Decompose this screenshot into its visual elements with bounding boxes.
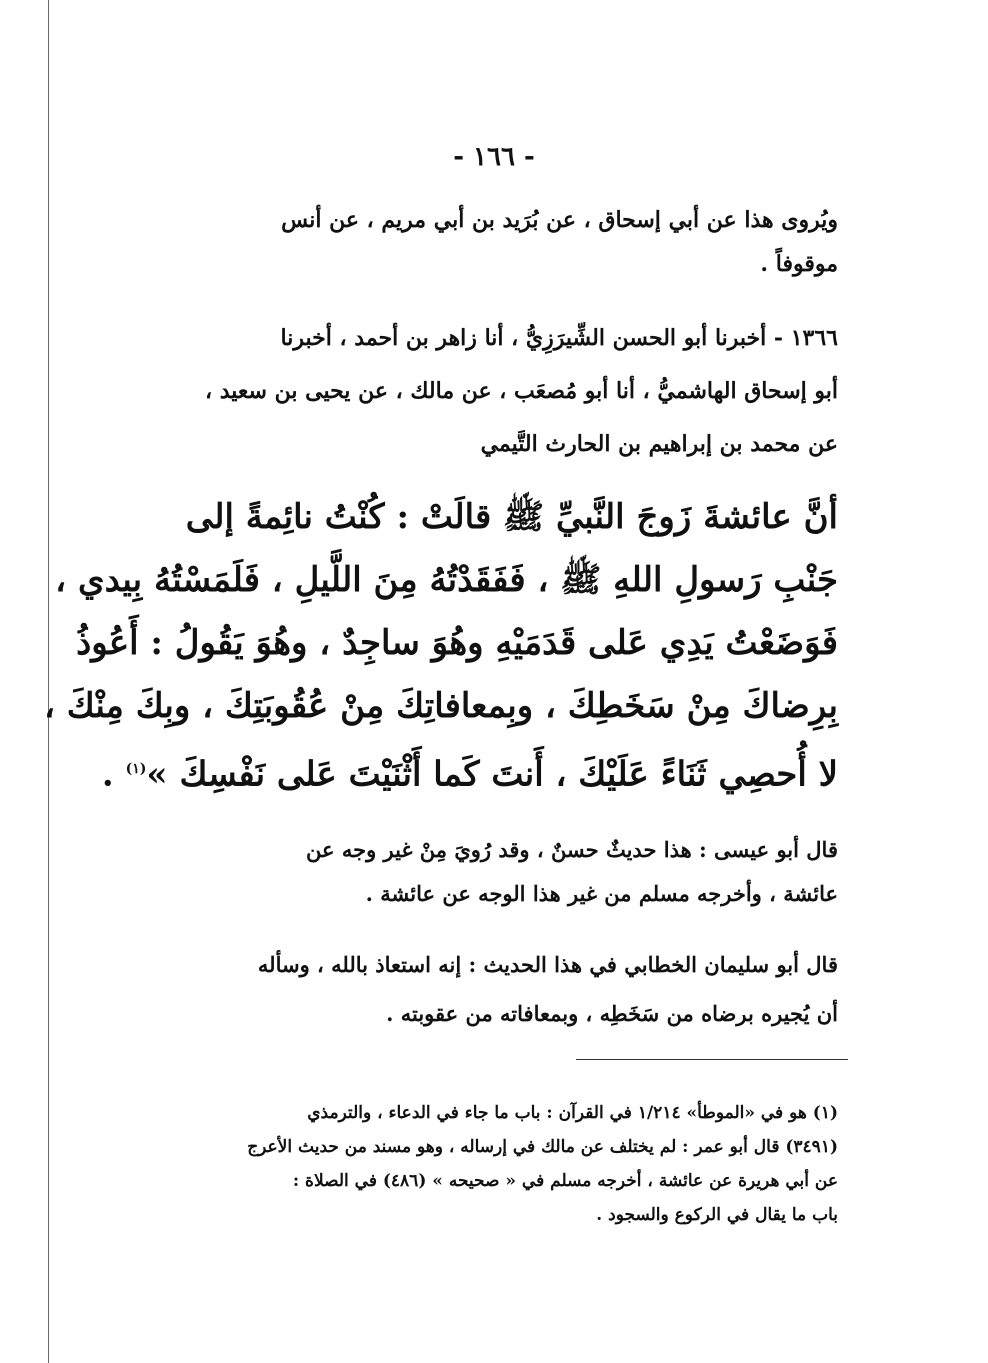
paragraph-grading bbox=[186, 828, 838, 916]
hadith-line: أنَّ عائشةَ زَوجَ النَّبيِّ ﷺ قالَتْ : كُنْتُ نائِمةً إلى bbox=[185, 497, 838, 537]
text-line: قال أبو عيسى : هذا حديثٌ حسنٌ ، وقد رُويَ مِنْ غير وجه عن bbox=[306, 837, 838, 862]
footnote-line: باب ما يقال في الركوع والسجود . bbox=[596, 1205, 838, 1225]
hadith-text bbox=[43, 486, 838, 806]
footnotes bbox=[186, 1096, 838, 1232]
text-line: عن محمد بن إبراهيم بن الحارث التَّيمي bbox=[480, 431, 838, 457]
footnote-line: عن أبي هريرة عن عائشة ، أخرجه مسلم في « صحيحه » (٤٨٦) في الصلاة : bbox=[292, 1171, 838, 1191]
footnote-line: (١) هو في «الموطأ» ١/٢١٤ في القرآن : باب ما جاء في الدعاء ، والترمذي bbox=[307, 1103, 838, 1123]
footnote-line: (٣٤٩١) قال أبو عمر : لم يختلف عن مالك في إرساله ، وهو مسند من حديث الأعرج bbox=[247, 1137, 838, 1157]
text-line: موقوفاً . bbox=[760, 251, 838, 277]
hadith-line: فَوَضَعْتُ يَدِي عَلى قَدَمَيْهِ وهُوَ ساجِدٌ ، وهُوَ يَقُولُ : أَعُوذُ bbox=[76, 623, 838, 663]
text-line: ١٣٦٦ - أخبرنا أبو الحسن الشِّيرَزِيُّ ، أنا زاهر بن أحمد ، أخبرنا bbox=[280, 325, 838, 351]
text-line: عائشة ، وأخرجه مسلم من غير هذا الوجه عن عائشة . bbox=[365, 881, 838, 906]
hadith-line: بِرِضاكَ مِنْ سَخَطِكَ ، وبِمعافاتِكَ مِنْ عُقُوبَتِكَ ، وبِكَ مِنْكَ ، bbox=[43, 686, 838, 726]
paragraph-narration-note bbox=[186, 198, 838, 286]
hadith-end-stop: . bbox=[101, 754, 126, 795]
page-number: - ١٦٦ - bbox=[453, 142, 535, 172]
paragraph-isnad bbox=[186, 312, 838, 471]
paragraph-commentary bbox=[186, 940, 838, 1038]
text-line: ويُروى هذا عن أبي إسحاق ، عن بُرَيد بن أبي مريم ، عن أنس bbox=[281, 207, 838, 233]
hadith-line: جَنْبِ رَسولِ اللهِ ﷺ ، فَفَقَدْتُهُ مِنَ اللَّيلِ ، فَلَمَسْتُهُ بِيدي ، bbox=[55, 560, 838, 600]
text-line: أن يُجيره برضاه من سَخَطِه ، وبمعافاته من عقوبته . bbox=[386, 1001, 838, 1026]
footnote-separator bbox=[576, 1059, 848, 1060]
text-line: قال أبو سليمان الخطابي في هذا الحديث : إنه استعاذ بالله ، وسأله bbox=[257, 952, 838, 977]
text-line: أبو إسحاق الهاشميُّ ، أنا أبو مُصعَب ، عن مالك ، عن يحيى بن سعيد ، bbox=[204, 378, 838, 404]
hadith-line bbox=[101, 738, 838, 806]
footnote-marker: (١) bbox=[125, 761, 147, 777]
hadith-last-text: لا أُحصِي ثَنَاءً عَلَيْكَ ، أَنتَ كَما أَثْنَيْتَ عَلى نَفْسِكَ » bbox=[146, 754, 838, 795]
